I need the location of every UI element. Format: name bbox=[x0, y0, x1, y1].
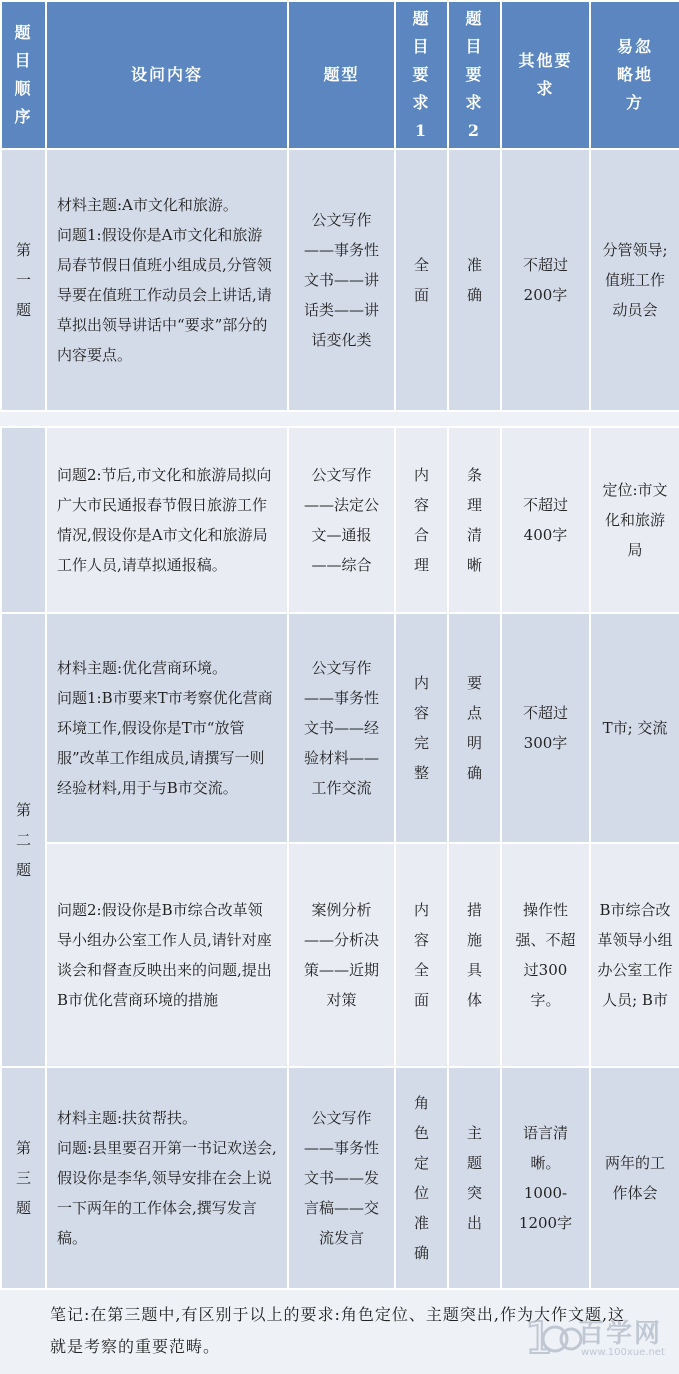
other-requirement: 不超过200字 bbox=[501, 149, 590, 411]
question-type: 公文写作——事务性文书——发言稿——交流发言 bbox=[288, 1067, 395, 1289]
question-content: 材料主题:优化营商环境。 问题1:B市要来T市考察优化营商环境工作,假设你是T市“放管服”改革工作组成员,请撰写一则经验材料,用于与B市交流。 bbox=[46, 613, 288, 843]
watermark-url: www.100xue.net bbox=[581, 1347, 665, 1358]
header-type: 题型 bbox=[288, 1, 395, 149]
question-type: 案例分析——分析决策——近期对策 bbox=[288, 843, 395, 1067]
requirement-2: 要点明确 bbox=[448, 613, 501, 843]
question-type: 公文写作——事务性文书——讲话类——讲话变化类 bbox=[288, 149, 395, 411]
header-other: 其他要求 bbox=[501, 1, 590, 149]
easy-miss: 定位:市文化和旅游局 bbox=[590, 427, 679, 613]
header-content: 设问内容 bbox=[46, 1, 288, 149]
easy-miss: 分管领导; 值班工作动员会 bbox=[590, 149, 679, 411]
question-label: 第二题 bbox=[1, 613, 46, 1067]
svg-text:1: 1 bbox=[525, 1313, 553, 1364]
requirement-1: 全面 bbox=[395, 149, 448, 411]
easy-miss: 两年的工作体会 bbox=[590, 1067, 679, 1289]
other-requirement: 语言清晰。1000-1200字 bbox=[501, 1067, 590, 1289]
question-label: 第三题 bbox=[1, 1067, 46, 1289]
watermark-name: 百学网 bbox=[578, 1319, 663, 1349]
watermark-logo-icon bbox=[523, 1307, 583, 1367]
question-type: 公文写作——法定公文—通报——综合 bbox=[288, 427, 395, 613]
table-row bbox=[1, 1067, 679, 1289]
requirement-1: 内容合理 bbox=[395, 427, 448, 613]
table-row bbox=[1, 613, 679, 843]
question-label: 第一题 bbox=[1, 149, 46, 411]
question-type: 公文写作——事务性文书——经验材料——工作交流 bbox=[288, 613, 395, 843]
table-row bbox=[1, 843, 679, 1067]
site-watermark bbox=[523, 1307, 673, 1367]
table-row bbox=[1, 149, 679, 411]
question-label bbox=[1, 427, 46, 613]
requirement-2: 主题突出 bbox=[448, 1067, 501, 1289]
study-note: 笔记:在第三题中,有区别于以上的要求:角色定位、主题突出,作为大作文题,这就是考察的重要范畴。 bbox=[50, 1305, 626, 1356]
other-requirement: 不超过400字 bbox=[501, 427, 590, 613]
requirement-1: 内容全面 bbox=[395, 843, 448, 1067]
row-gap bbox=[1, 411, 679, 427]
requirement-2: 条理清晰 bbox=[448, 427, 501, 613]
header-order: 题目顺序 bbox=[1, 1, 46, 149]
requirement-1: 角色定位准确 bbox=[395, 1067, 448, 1289]
other-requirement: 不超过300字 bbox=[501, 613, 590, 843]
question-content: 材料主题:扶贫帮扶。 问题:县里要召开第一书记欢送会,假设你是李华,领导安排在会上说一下两年的工作体会,撰写发言稿。 bbox=[46, 1067, 288, 1289]
header-req1: 题目要求1 bbox=[395, 1, 448, 149]
table-row bbox=[1, 427, 679, 613]
easy-miss: B市综合改革领导小组办公室工作人员; B市 bbox=[590, 843, 679, 1067]
other-requirement: 操作性强、不超过300字。 bbox=[501, 843, 590, 1067]
table-header-row bbox=[1, 1, 679, 149]
question-content: 材料主题:A市文化和旅游。 问题1:假设你是A市文化和旅游局春节假日值班小组成员,分管领导要在值班工作动员会上讲话,请草拟出领导讲话中“要求”部分的内容要点。 bbox=[46, 149, 288, 411]
header-easy-miss: 易忽略地方 bbox=[590, 1, 679, 149]
question-content: 问题2:节后,市文化和旅游局拟向广大市民通报春节假日旅游工作情况,假设你是A市文化和旅游局工作人员,请草拟通报稿。 bbox=[46, 427, 288, 613]
question-content: 问题2:假设你是B市综合改革领导小组办公室工作人员,请针对座谈会和督查反映出来的问题,提出B市优化营商环境的措施 bbox=[46, 843, 288, 1067]
easy-miss: T市; 交流 bbox=[590, 613, 679, 843]
requirement-2: 准确 bbox=[448, 149, 501, 411]
requirement-1: 内容完整 bbox=[395, 613, 448, 843]
requirement-2: 措施具体 bbox=[448, 843, 501, 1067]
header-req2: 题目要求2 bbox=[448, 1, 501, 149]
